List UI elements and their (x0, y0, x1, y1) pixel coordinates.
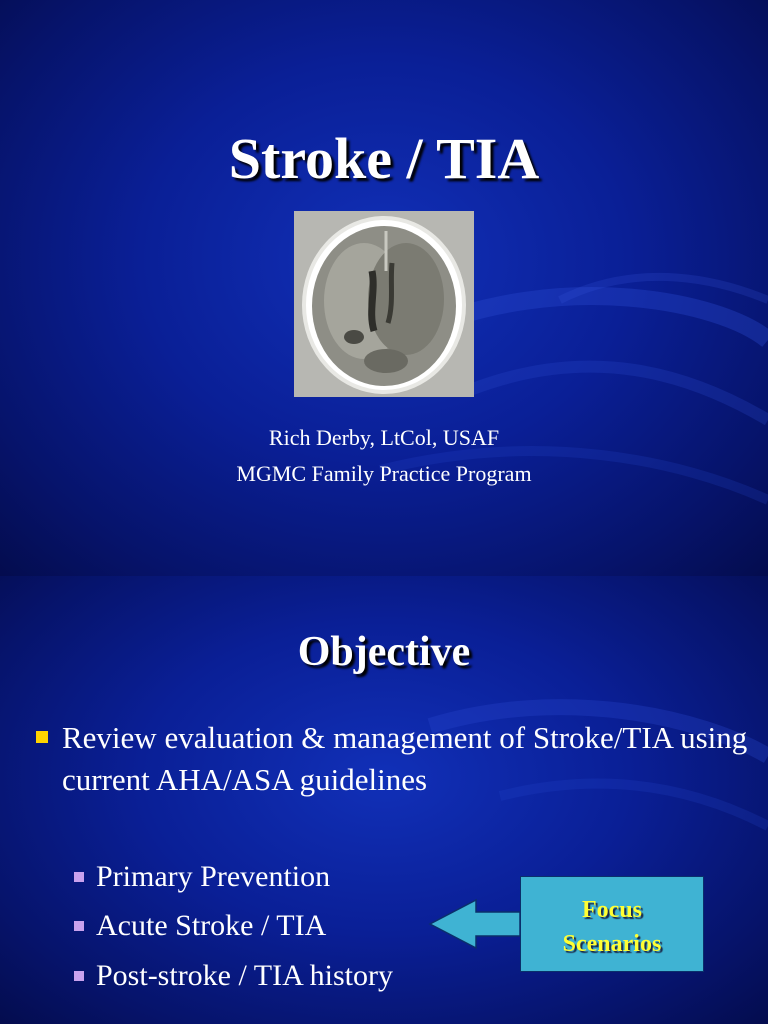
list-item-label: Primary Prevention (96, 860, 331, 893)
program-line: MGMC Family Practice Program (236, 461, 532, 486)
author-line: Rich Derby, LtCol, USAF (268, 425, 500, 450)
bullet-square-icon (36, 731, 48, 743)
callout-line-1: Focus (582, 897, 642, 923)
ct-scan-image (294, 211, 474, 397)
bullet-square-icon (74, 971, 84, 981)
brain-ct-icon (294, 211, 474, 397)
bullet-square-icon (74, 921, 84, 931)
slide-title: Objective (297, 629, 471, 675)
slide-title: Stroke / TIA (228, 126, 540, 191)
list-item-label: Post-stroke / TIA history (96, 959, 393, 992)
focus-scenarios-callout (520, 876, 704, 972)
left-arrow-icon (428, 898, 522, 950)
objective-bullet-text: Review evaluation & management of Stroke/TIA using current AHA/ASA guidelines (62, 720, 748, 797)
list-item-label: Acute Stroke / TIA (96, 909, 327, 942)
bullet-square-icon (74, 872, 84, 882)
callout-line-2: Scenarios (562, 931, 662, 957)
